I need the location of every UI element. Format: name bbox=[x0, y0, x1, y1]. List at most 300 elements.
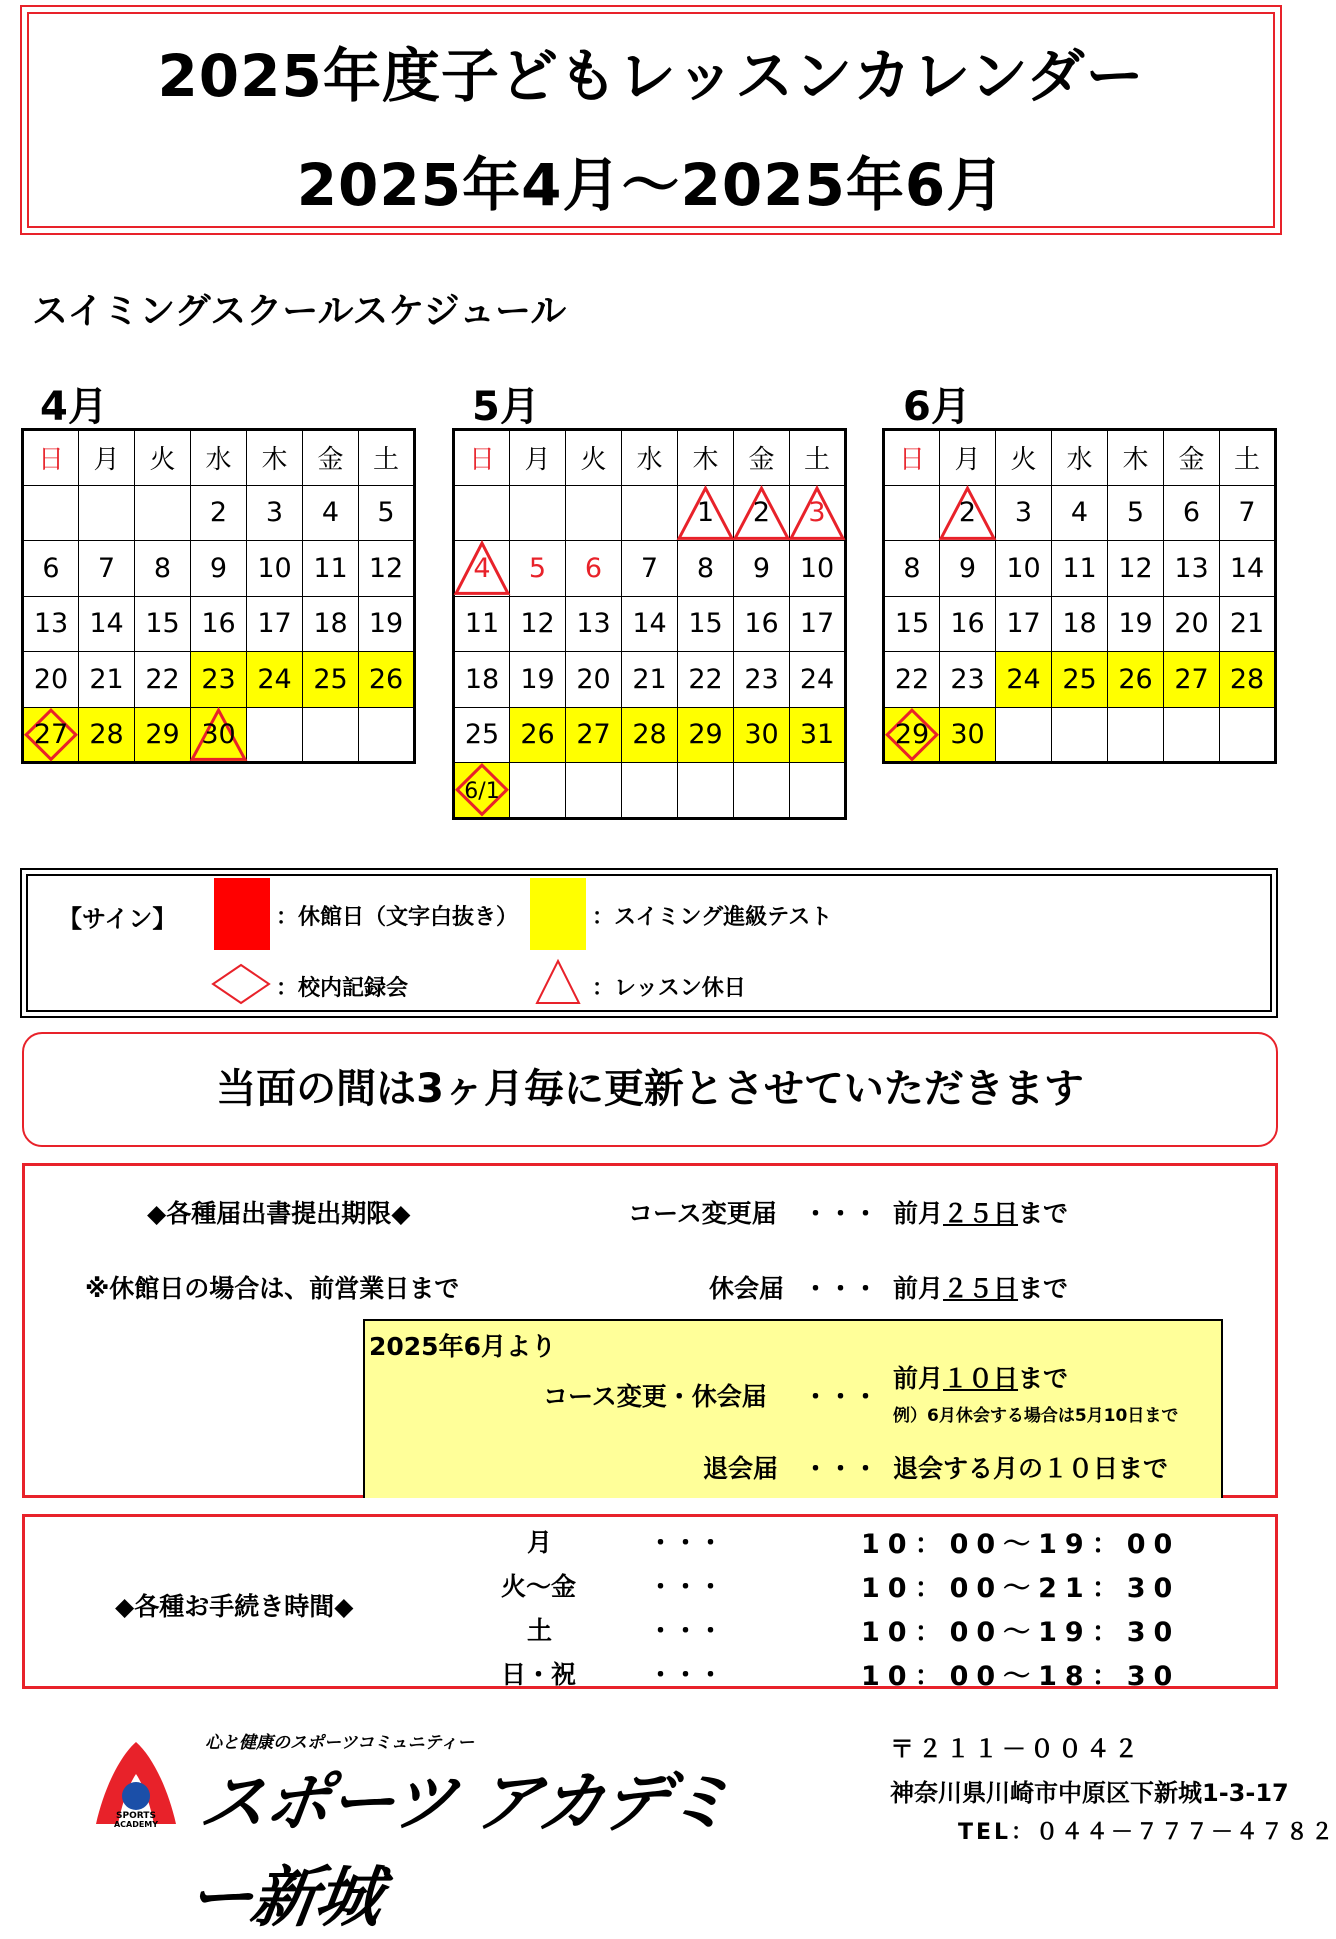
weekday-header: 金 bbox=[303, 430, 359, 486]
deadline-until: まで bbox=[1018, 1364, 1069, 1393]
hours-time-tue-fri: 10：00～21：30 bbox=[861, 1573, 1181, 1604]
calendar-week-row bbox=[454, 485, 846, 541]
calendar-day-number: 8 bbox=[153, 552, 172, 584]
calendar-day-number: 5 bbox=[528, 552, 547, 584]
calendar-day-number: 19 bbox=[1118, 608, 1153, 640]
calendar-day-number: 24 bbox=[257, 663, 292, 695]
calendar-week-row bbox=[23, 485, 415, 541]
calendar-day bbox=[734, 485, 790, 541]
calendar-day bbox=[734, 707, 790, 763]
calendar-day bbox=[1220, 652, 1276, 708]
june-rule-box bbox=[363, 1319, 1223, 1498]
calendar-day bbox=[303, 652, 359, 708]
legend-title: 【サイン】 bbox=[58, 905, 177, 933]
calendar-empty-cell bbox=[1052, 707, 1108, 763]
calendar-day-number: 11 bbox=[464, 608, 500, 640]
calendar-day-number: 12 bbox=[1118, 552, 1153, 584]
calendar-day bbox=[996, 652, 1052, 708]
calendar-day bbox=[1164, 596, 1220, 652]
hours-time-sun-hol: 10：00～18：30 bbox=[861, 1661, 1181, 1692]
calendar-day bbox=[454, 707, 510, 763]
calendar-day bbox=[23, 596, 79, 652]
calendar-day-number: 9 bbox=[752, 552, 771, 584]
calendar-day bbox=[940, 541, 996, 597]
calendar-day bbox=[23, 652, 79, 708]
legend-record-meet: ：校内記録会 bbox=[276, 976, 409, 1001]
weekday-header: 木 bbox=[678, 430, 734, 486]
calendar-empty-cell bbox=[622, 763, 678, 819]
calendar-day bbox=[303, 596, 359, 652]
hours-day-tue-fri: 火～金 bbox=[501, 1572, 577, 1601]
logo-text-sports: SPORTS bbox=[116, 1811, 156, 1821]
weekday-header: 日 bbox=[884, 430, 940, 486]
weekday-header: 水 bbox=[1052, 430, 1108, 486]
calendar-day bbox=[1220, 596, 1276, 652]
weekday-header-row bbox=[884, 430, 1276, 486]
dots: ・・・ bbox=[803, 1274, 879, 1303]
calendar-day bbox=[303, 541, 359, 597]
deadline-until: まで bbox=[1018, 1274, 1069, 1303]
calendar-empty-cell bbox=[247, 707, 303, 763]
calendar-week-row bbox=[23, 652, 415, 708]
weekday-header: 金 bbox=[734, 430, 790, 486]
legend-closed-day: ：休館日（文字白抜き） bbox=[276, 905, 519, 930]
calendar-day-number: 16 bbox=[744, 608, 779, 640]
calendar-day bbox=[940, 485, 996, 541]
weekday-header: 火 bbox=[566, 430, 622, 486]
calendar-week-row bbox=[454, 541, 846, 597]
logo-text-academy: ACADEMY bbox=[113, 1820, 159, 1829]
calendar-day-number: 5 bbox=[1126, 497, 1145, 529]
calendar-day-number: 2 bbox=[958, 497, 977, 529]
calendar-day bbox=[247, 596, 303, 652]
calendar-empty-cell bbox=[566, 485, 622, 541]
calendar-day bbox=[510, 707, 566, 763]
calendar-day bbox=[1052, 652, 1108, 708]
page-period: 2025年4月～2025年6月 bbox=[296, 151, 1006, 219]
calendar-day-number: 18 bbox=[313, 608, 348, 640]
calendar-day bbox=[510, 541, 566, 597]
calendar-day-number: 17 bbox=[257, 608, 292, 640]
calendar-day-number: 17 bbox=[1006, 608, 1041, 640]
calendar-day bbox=[884, 541, 940, 597]
logo bbox=[90, 1724, 770, 1936]
calendar-day-number: 25 bbox=[1062, 663, 1097, 695]
calendar-day bbox=[996, 596, 1052, 652]
calendar-day-number: 18 bbox=[1062, 608, 1097, 640]
leave-deadline bbox=[893, 1269, 1068, 1305]
calendar-day-number: 11 bbox=[1062, 552, 1097, 584]
calendar-day bbox=[622, 541, 678, 597]
calendar-empty-cell bbox=[622, 485, 678, 541]
calendar-empty-cell bbox=[996, 707, 1052, 763]
calendar-day bbox=[359, 652, 415, 708]
weekday-header: 月 bbox=[79, 430, 135, 486]
weekday-header: 木 bbox=[247, 430, 303, 486]
calendar-day bbox=[510, 596, 566, 652]
deadline-day: ２５日 bbox=[943, 1274, 1019, 1303]
calendar-day bbox=[1108, 596, 1164, 652]
leave-label: 休会届 bbox=[709, 1274, 785, 1303]
calendar-day bbox=[454, 541, 510, 597]
calendar-day-number: 15 bbox=[145, 608, 180, 640]
postal-code: 〒２１１－００４２ bbox=[890, 1735, 1142, 1763]
calendar-day-number: 17 bbox=[799, 608, 835, 640]
withdraw-deadline: 退会する月の１０日まで bbox=[893, 1454, 1169, 1483]
calendar-day bbox=[1052, 596, 1108, 652]
calendar-day bbox=[1220, 485, 1276, 541]
calendar-day-number: 31 bbox=[799, 719, 835, 751]
calendar-april bbox=[21, 428, 416, 764]
calendar-empty-cell bbox=[678, 763, 734, 819]
calendar-day-number: 9 bbox=[209, 552, 228, 584]
calendar-day bbox=[734, 652, 790, 708]
calendar-day bbox=[996, 485, 1052, 541]
weekday-header: 日 bbox=[454, 430, 510, 486]
calendar-day bbox=[566, 596, 622, 652]
calendar-day bbox=[884, 707, 940, 763]
page-title: 2025年度子どもレッスンカレンダー bbox=[157, 42, 1145, 110]
calendar-day bbox=[1164, 485, 1220, 541]
from-june-label: 2025年6月より bbox=[369, 1332, 556, 1361]
calendar-day bbox=[884, 596, 940, 652]
calendar-empty-cell bbox=[135, 485, 191, 541]
calendar-empty-cell bbox=[884, 485, 940, 541]
calendar-day bbox=[510, 652, 566, 708]
calendar-day-number: 16 bbox=[950, 608, 985, 640]
calendar-day bbox=[940, 652, 996, 708]
deadline-prefix: 前月 bbox=[893, 1364, 944, 1393]
weekday-header: 金 bbox=[1164, 430, 1220, 486]
calendar-week-row bbox=[23, 596, 415, 652]
calendar-day-number: 23 bbox=[744, 663, 779, 695]
calendar-day-number: 28 bbox=[1229, 663, 1265, 695]
calendar-day-number: 29 bbox=[145, 718, 180, 750]
calendar-day-number: 14 bbox=[89, 608, 124, 640]
weekday-header: 月 bbox=[510, 430, 566, 486]
calendar-day-number: 6/1 bbox=[464, 779, 500, 805]
dots: ・・・ bbox=[648, 1528, 724, 1557]
calendar-day bbox=[454, 652, 510, 708]
calendar-day-number: 26 bbox=[368, 663, 404, 695]
calendar-day bbox=[790, 485, 846, 541]
calendar-day-number: 25 bbox=[313, 663, 348, 695]
calendar-week-row bbox=[884, 541, 1276, 597]
calendar-day bbox=[678, 707, 734, 763]
hours-day-sun-hol: 日・祝 bbox=[501, 1660, 577, 1689]
calendar-day bbox=[359, 596, 415, 652]
calendar-day bbox=[135, 541, 191, 597]
calendar-day bbox=[1052, 541, 1108, 597]
calendar-day-number: 20 bbox=[1174, 608, 1209, 640]
calendar-day bbox=[996, 541, 1052, 597]
calendar-day-number: 15 bbox=[894, 608, 930, 640]
calendar-day-number: 22 bbox=[145, 663, 180, 695]
deadline-day: １０日 bbox=[943, 1364, 1019, 1393]
hours-box bbox=[22, 1514, 1278, 1692]
combined-label: コース変更・休会届 bbox=[543, 1382, 767, 1411]
calendar-week-row bbox=[884, 707, 1276, 763]
calendar-day-number: 8 bbox=[696, 552, 715, 584]
calendar-day bbox=[678, 596, 734, 652]
calendar-day-number: 21 bbox=[89, 663, 124, 695]
calendar-day bbox=[454, 596, 510, 652]
calendar-day bbox=[135, 652, 191, 708]
calendar-day-number: 19 bbox=[368, 608, 404, 640]
calendar-week-row bbox=[454, 652, 846, 708]
calendar-day-number: 11 bbox=[313, 552, 348, 584]
calendar-empty-cell bbox=[566, 763, 622, 819]
calendar-day bbox=[191, 707, 247, 763]
calendar-day bbox=[884, 652, 940, 708]
calendar-day-number: 4 bbox=[473, 552, 491, 584]
calendar-day-number: 26 bbox=[1118, 663, 1153, 695]
calendar-empty-cell bbox=[303, 707, 359, 763]
calendar-day-number: 24 bbox=[799, 663, 835, 695]
month-label-april: 4月 bbox=[40, 384, 108, 430]
deadlines-note: ※休館日の場合は、前営業日まで bbox=[85, 1274, 460, 1303]
calendar-week-row bbox=[884, 596, 1276, 652]
calendar-day bbox=[790, 596, 846, 652]
calendar-empty-cell bbox=[510, 763, 566, 819]
calendar-day-number: 7 bbox=[97, 552, 116, 584]
calendar-day bbox=[940, 596, 996, 652]
dots: ・・・ bbox=[648, 1616, 724, 1645]
calendar-day bbox=[454, 763, 510, 819]
calendar-week-row bbox=[23, 707, 415, 763]
calendar-day bbox=[191, 541, 247, 597]
calendar-day-number: 30 bbox=[744, 719, 779, 751]
calendar-day-number: 29 bbox=[688, 719, 723, 751]
calendar-day bbox=[359, 541, 415, 597]
calendar-day-number: 7 bbox=[640, 552, 659, 584]
calendar-day bbox=[79, 541, 135, 597]
calendar-day-number: 27 bbox=[33, 718, 69, 750]
weekday-header: 土 bbox=[359, 430, 415, 486]
calendar-day-number: 23 bbox=[950, 663, 985, 695]
hours-day-mon: 月 bbox=[527, 1528, 553, 1557]
calendar-empty-cell bbox=[79, 485, 135, 541]
deadline-prefix: 前月 bbox=[893, 1199, 944, 1228]
calendar-day bbox=[1164, 652, 1220, 708]
calendar-day-number: 9 bbox=[958, 552, 977, 584]
calendar-day bbox=[566, 652, 622, 708]
weekday-header-row bbox=[23, 430, 415, 486]
calendar-day-number: 4 bbox=[321, 497, 340, 529]
calendar-day bbox=[247, 485, 303, 541]
calendar-day-number: 29 bbox=[894, 718, 930, 750]
calendar-day bbox=[1164, 541, 1220, 597]
title-box bbox=[20, 5, 1282, 235]
calendar-empty-cell bbox=[1164, 707, 1220, 763]
calendar-day bbox=[135, 707, 191, 763]
combined-deadline bbox=[893, 1359, 1068, 1395]
calendar-day-number: 22 bbox=[894, 663, 930, 695]
calendar-empty-cell bbox=[454, 485, 510, 541]
weekday-header: 水 bbox=[622, 430, 678, 486]
calendar-day-number: 21 bbox=[1229, 608, 1265, 640]
dots: ・・・ bbox=[803, 1454, 879, 1483]
calendar-day-number: 22 bbox=[688, 663, 723, 695]
dots: ・・・ bbox=[803, 1382, 879, 1411]
calendar-day-number: 20 bbox=[576, 663, 611, 695]
deadlines-heading: ◆各種届出書提出期限◆ bbox=[147, 1199, 411, 1228]
update-notice: 当面の間は3ヶ月毎に更新とさせていただきます bbox=[22, 1032, 1278, 1147]
calendar-empty-cell bbox=[359, 707, 415, 763]
calendar-day bbox=[790, 652, 846, 708]
calendar-day bbox=[566, 707, 622, 763]
calendar-day bbox=[135, 596, 191, 652]
calendar-day-number: 7 bbox=[1238, 497, 1256, 529]
calendar-day-number: 13 bbox=[1174, 552, 1209, 584]
calendar-day bbox=[247, 541, 303, 597]
calendar-day-number: 30 bbox=[201, 718, 236, 750]
dots: ・・・ bbox=[648, 1660, 724, 1689]
calendar-day-number: 6 bbox=[584, 552, 603, 584]
calendar-day-number: 12 bbox=[368, 552, 404, 584]
calendar-day bbox=[734, 596, 790, 652]
calendar-day-number: 4 bbox=[1070, 497, 1089, 529]
deadline-until: まで bbox=[1018, 1199, 1069, 1228]
calendar-day-number: 10 bbox=[1006, 552, 1041, 584]
calendar-day-number: 18 bbox=[464, 663, 500, 695]
calendar-day-number: 12 bbox=[520, 608, 555, 640]
calendar-day-number: 21 bbox=[632, 663, 667, 695]
calendar-day bbox=[79, 652, 135, 708]
calendar-week-row bbox=[454, 596, 846, 652]
calendar-day-number: 14 bbox=[1229, 552, 1265, 584]
hours-day-sat: 土 bbox=[527, 1616, 553, 1645]
calendar-empty-cell bbox=[510, 485, 566, 541]
calendar-day bbox=[191, 652, 247, 708]
month-label-june: 6月 bbox=[903, 384, 971, 430]
calendar-day-number: 3 bbox=[265, 497, 284, 529]
calendar-day-number: 2 bbox=[752, 497, 771, 529]
calendar-day bbox=[191, 596, 247, 652]
calendar-day-number: 28 bbox=[89, 718, 124, 750]
calendar-day-number: 3 bbox=[808, 497, 826, 529]
calendar-empty-cell bbox=[734, 763, 790, 819]
calendar-day bbox=[79, 707, 135, 763]
calendar-day bbox=[247, 652, 303, 708]
hours-time-sat: 10：00～19：30 bbox=[861, 1617, 1181, 1648]
calendar-day bbox=[678, 485, 734, 541]
calendar-day bbox=[79, 596, 135, 652]
calendar-day-number: 10 bbox=[257, 552, 292, 584]
calendar-day bbox=[790, 541, 846, 597]
calendar-day bbox=[1108, 652, 1164, 708]
calendar-day bbox=[790, 707, 846, 763]
hours-heading: ◆各種お手続き時間◆ bbox=[115, 1592, 354, 1621]
calendar-empty-cell bbox=[1220, 707, 1276, 763]
weekday-header: 火 bbox=[135, 430, 191, 486]
calendar-day bbox=[23, 541, 79, 597]
calendar-day bbox=[940, 707, 996, 763]
weekday-header: 月 bbox=[940, 430, 996, 486]
dots: ・・・ bbox=[648, 1572, 724, 1601]
address: 神奈川県川崎市中原区下新城1-3-17 bbox=[890, 1779, 1289, 1807]
calendar-day-number: 25 bbox=[464, 719, 500, 751]
telephone: TEL：０４４－７７７－４７８２ bbox=[958, 1820, 1336, 1845]
calendar-day-number: 6 bbox=[1182, 497, 1201, 529]
month-label-may: 5月 bbox=[472, 384, 540, 430]
weekday-header: 日 bbox=[23, 430, 79, 486]
legend-lesson-off: ：レッスン休日 bbox=[592, 976, 746, 1001]
calendar-day bbox=[1052, 485, 1108, 541]
calendar-day bbox=[566, 541, 622, 597]
calendar-day-number: 13 bbox=[33, 608, 69, 640]
calendar-day-number: 27 bbox=[1174, 663, 1209, 695]
calendar-day-number: 1 bbox=[696, 497, 715, 529]
calendar-day bbox=[1108, 485, 1164, 541]
calendar-day-number: 20 bbox=[33, 663, 69, 695]
calendar-day-number: 3 bbox=[1014, 497, 1033, 529]
calendar-day bbox=[191, 485, 247, 541]
withdraw-label: 退会届 bbox=[703, 1454, 779, 1483]
closed-day-swatch bbox=[214, 878, 270, 950]
calendar-day-number: 8 bbox=[903, 552, 921, 584]
calendar-june bbox=[882, 428, 1277, 764]
section-title: スイミングスクールスケジュール bbox=[32, 291, 567, 332]
calendar-day bbox=[622, 652, 678, 708]
calendar-week-row bbox=[884, 485, 1276, 541]
calendar-day-number: 5 bbox=[377, 497, 395, 529]
calendar-day-number: 13 bbox=[576, 608, 611, 640]
calendar-day-number: 26 bbox=[520, 719, 555, 751]
calendar-empty-cell bbox=[23, 485, 79, 541]
calendar-day bbox=[678, 541, 734, 597]
calendar-day-number: 27 bbox=[576, 719, 611, 751]
calendar-day-number: 10 bbox=[799, 552, 835, 584]
weekday-header: 水 bbox=[191, 430, 247, 486]
weekday-header-row bbox=[454, 430, 846, 486]
calendar-day-number: 28 bbox=[632, 719, 667, 751]
legend-test-day: ：スイミング進級テスト bbox=[592, 905, 833, 930]
triangle-icon bbox=[534, 958, 582, 1006]
calendar-day-number: 30 bbox=[950, 718, 985, 750]
calendar-day-number: 15 bbox=[688, 608, 723, 640]
calendar-day bbox=[678, 652, 734, 708]
logo-tagline: 心と健康のスポーツコミュニティー bbox=[205, 1733, 475, 1753]
calendar-day bbox=[23, 707, 79, 763]
calendar-day bbox=[622, 596, 678, 652]
calendar-day bbox=[359, 485, 415, 541]
weekday-header: 木 bbox=[1108, 430, 1164, 486]
calendar-may bbox=[452, 428, 847, 820]
calendar-day-number: 24 bbox=[1006, 663, 1041, 695]
course-change-label: コース変更届 bbox=[628, 1199, 777, 1228]
deadline-day: ２５日 bbox=[943, 1199, 1019, 1228]
calendar-day-number: 19 bbox=[520, 663, 555, 695]
weekday-header: 火 bbox=[996, 430, 1052, 486]
calendar-day-number: 14 bbox=[632, 608, 667, 640]
calendar-day-number: 16 bbox=[201, 608, 236, 640]
calendar-day-number: 6 bbox=[42, 552, 60, 584]
weekday-header: 土 bbox=[790, 430, 846, 486]
weekday-header: 土 bbox=[1220, 430, 1276, 486]
test-day-swatch bbox=[530, 878, 586, 950]
calendar-empty-cell bbox=[790, 763, 846, 819]
calendar-day bbox=[622, 707, 678, 763]
logo-brand-name: スポーツ アカデミー新城 bbox=[182, 1764, 736, 1936]
dots: ・・・ bbox=[803, 1199, 879, 1228]
legend-box bbox=[20, 868, 1278, 1018]
hours-time-mon: 10：00～19：00 bbox=[861, 1529, 1181, 1560]
calendar-week-row bbox=[884, 652, 1276, 708]
calendar-week-row bbox=[23, 541, 415, 597]
calendar-day bbox=[734, 541, 790, 597]
calendar-day-number: 23 bbox=[201, 663, 236, 695]
